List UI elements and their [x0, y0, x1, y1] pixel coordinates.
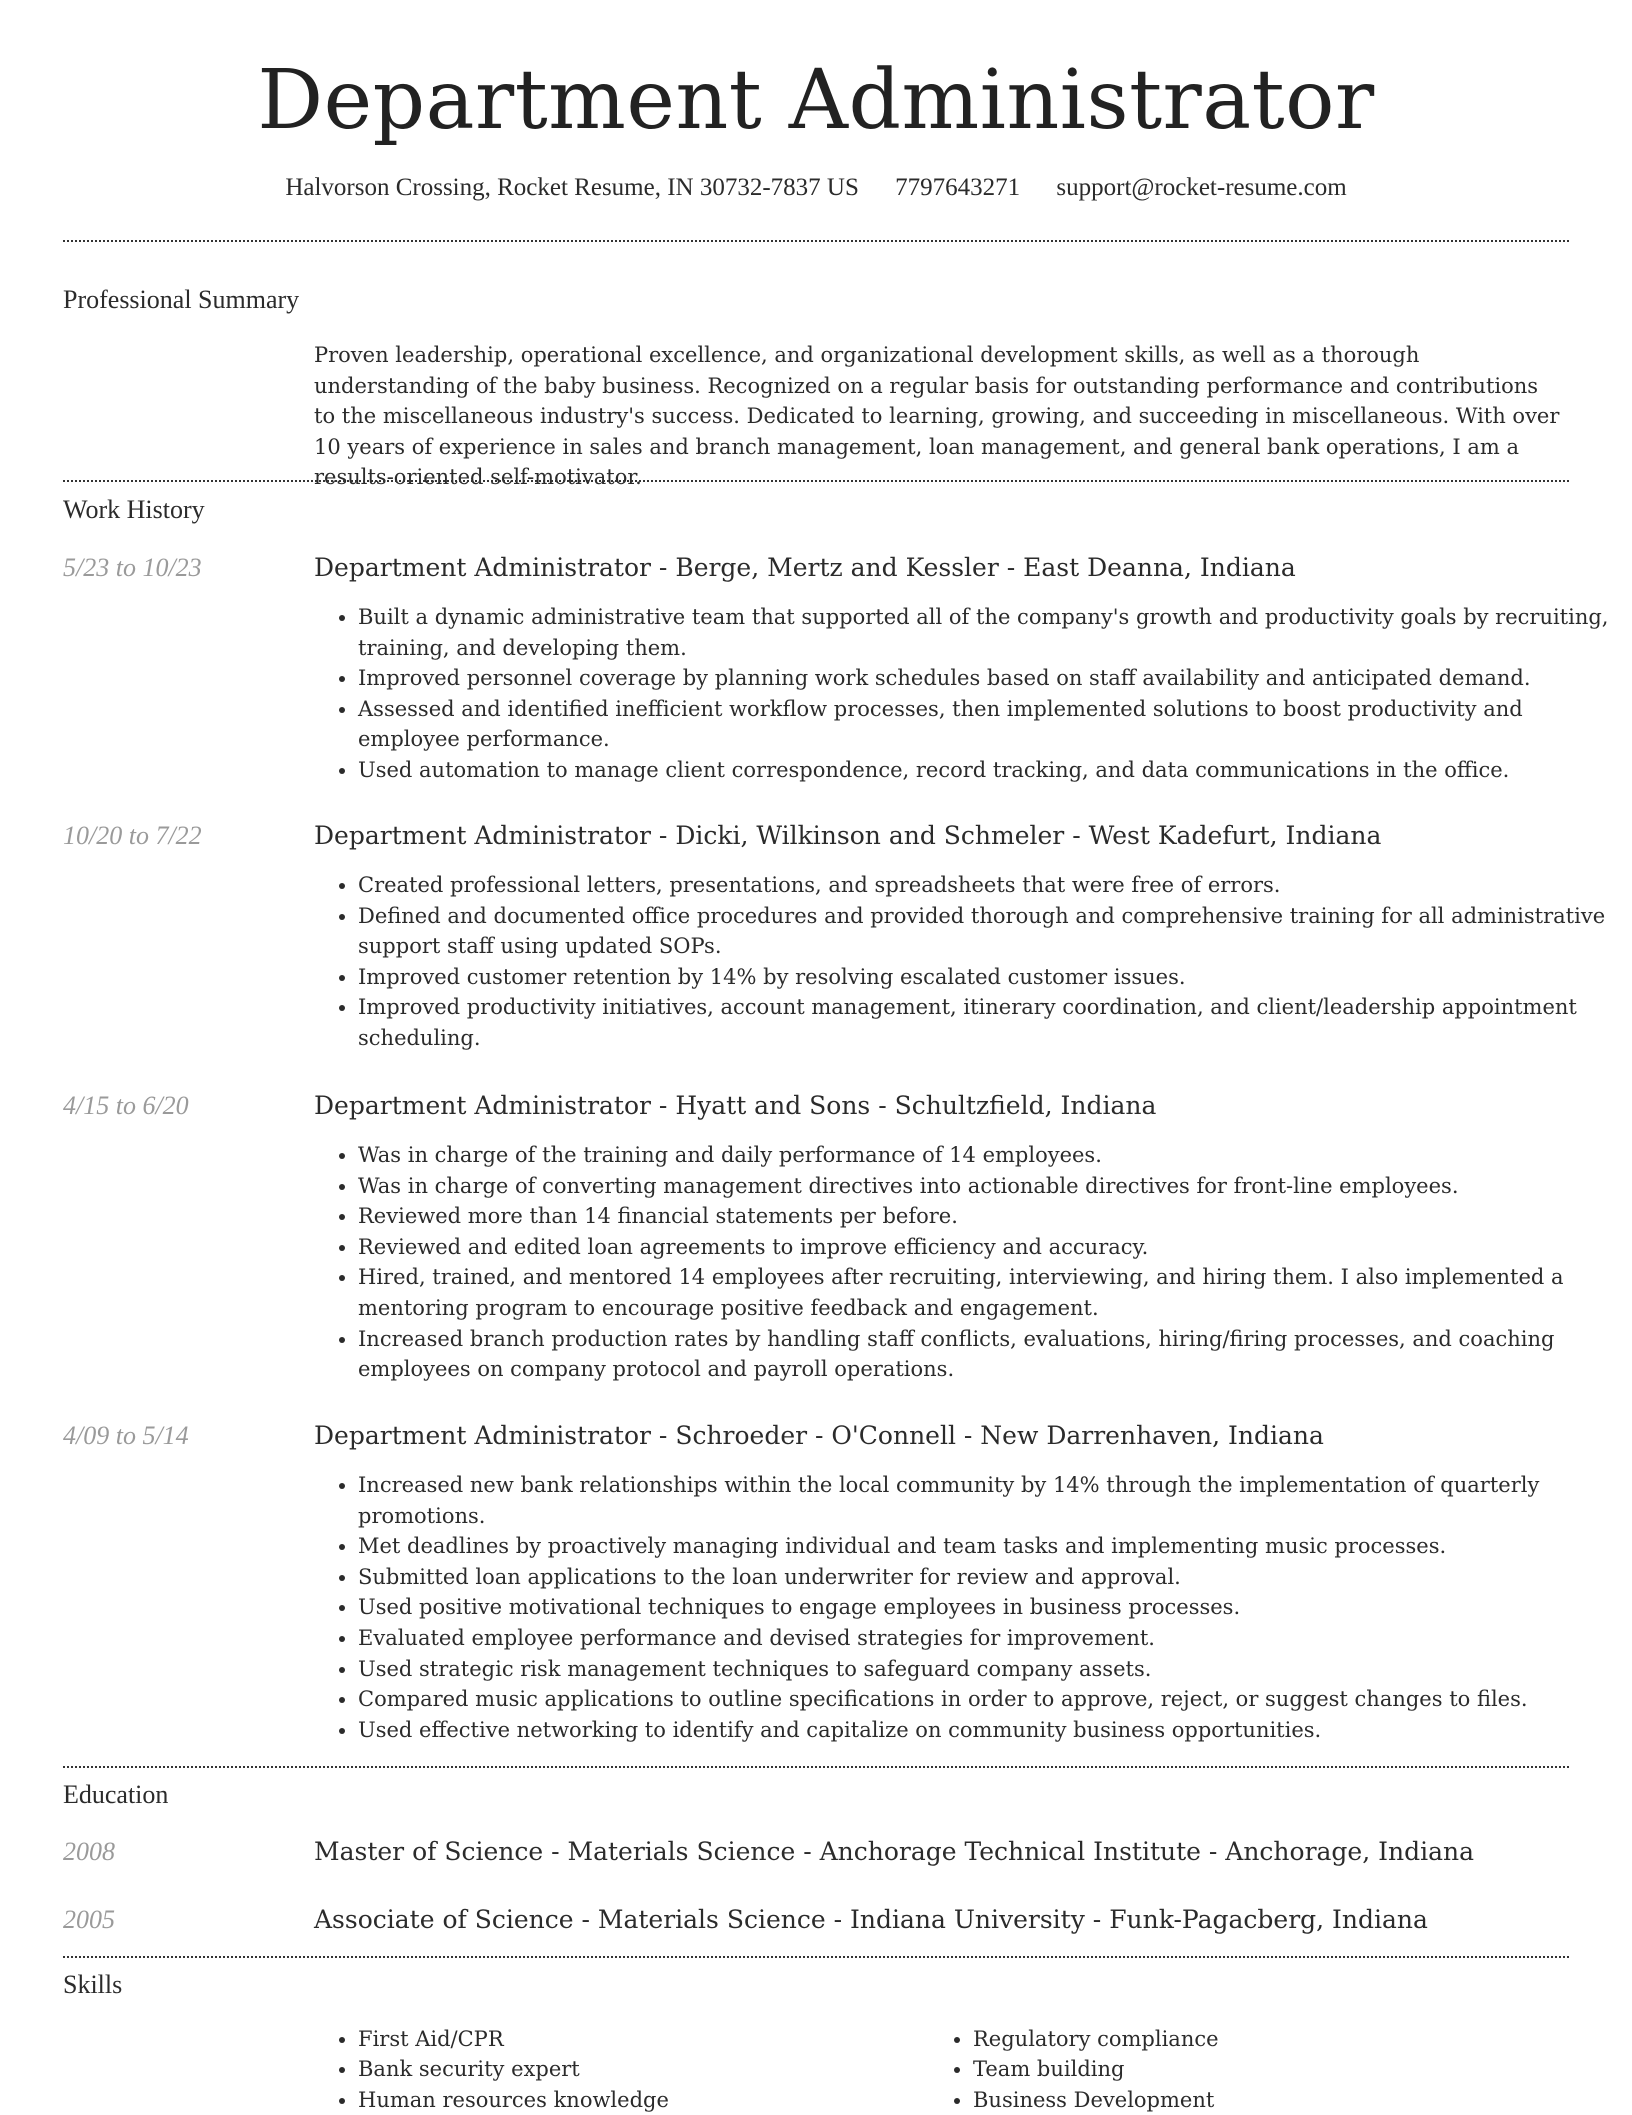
job-bullet: • Used effective networking to identify and capitalize on community business opportunities. [358, 1715, 1613, 1746]
job-bullet: • Compared music applications to outline specifications in order to approve, reject, or suggest changes to files. [358, 1684, 1613, 1715]
skill-item: • Business Development [973, 2085, 1533, 2115]
job-bullet: • Was in charge of the training and daily performance of 14 employees. [358, 1140, 1613, 1171]
job-bullet: • Increased new bank relationships within the local community by 14% through the implementation of quarterly promotions. [358, 1470, 1613, 1531]
job-bullet: • Submitted loan applications to the loan underwriter for review and approval. [358, 1562, 1613, 1593]
job-bullet: • Was in charge of converting management directives into actionable directives for front-line employees. [358, 1171, 1613, 1202]
contact-phone: 7797643271 [895, 174, 1021, 201]
education-degree: Associate of Science - Materials Science - Indiana University - Funk-Pagacberg, Indiana [314, 1905, 1428, 1934]
job-bullet: • Defined and documented office procedures and provided thorough and comprehensive training for all administrative support staff using updated SOPs. [358, 901, 1613, 962]
job-bullets [314, 1470, 1613, 1745]
contact-email: support@rocket-resume.com [1056, 174, 1347, 201]
job-bullet: • Created professional letters, presentations, and spreadsheets that were free of errors. [358, 870, 1613, 901]
education-year: 2005 [63, 1905, 115, 1934]
job-bullet: • Used automation to manage client correspondence, record tracking, and data communications in the office. [358, 755, 1613, 786]
skill-item: • Human resources knowledge [358, 2085, 918, 2115]
job-dates: 4/09 to 5/14 [63, 1421, 189, 1450]
job-bullet: • Improved customer retention by 14% by resolving escalated customer issues. [358, 962, 1613, 993]
skills-list-right [929, 2024, 1533, 2115]
section-divider [63, 480, 1569, 482]
job-bullet: • Improved personnel coverage by planning work schedules based on staff availability and anticipated demand. [358, 663, 1613, 694]
skill-item: • Regulatory compliance [973, 2024, 1533, 2054]
job-dates: 5/23 to 10/23 [63, 553, 202, 582]
job-bullet: • Improved productivity initiatives, account management, itinerary coordination, and client/leadership appointment scheduling. [358, 992, 1613, 1053]
job-bullet: • Reviewed more than 14 financial statements per before. [358, 1201, 1613, 1232]
skill-item: • Bank security expert [358, 2054, 918, 2084]
job-bullet: • Used positive motivational techniques to engage employees in business processes. [358, 1592, 1613, 1623]
job-bullets [314, 870, 1613, 1054]
work-section-title: Work History [63, 495, 205, 524]
job-bullet: • Built a dynamic administrative team that supported all of the company's growth and productivity goals by recruiting, training, and developing them. [358, 602, 1613, 663]
education-year: 2008 [63, 1837, 115, 1866]
job-dates: 4/15 to 6/20 [63, 1091, 189, 1120]
job-title: Department Administrator - Schroeder - O'Connell - New Darrenhaven, Indiana [314, 1421, 1324, 1450]
job-title: Department Administrator - Hyatt and Sons - Schultzfield, Indiana [314, 1091, 1157, 1120]
job-bullet: • Used strategic risk management techniques to safeguard company assets. [358, 1654, 1613, 1685]
job-title: Department Administrator - Berge, Mertz and Kessler - East Deanna, Indiana [314, 553, 1296, 582]
education-section-title: Education [63, 1780, 169, 1809]
job-bullet: • Reviewed and edited loan agreements to improve efficiency and accuracy. [358, 1232, 1613, 1263]
skill-item: • Team building [973, 2054, 1533, 2084]
job-bullet: • Met deadlines by proactively managing individual and team tasks and implementing music processes. [358, 1531, 1613, 1562]
section-divider [63, 240, 1569, 242]
education-degree: Master of Science - Materials Science - Anchorage Technical Institute - Anchorage, Indiana [314, 1837, 1475, 1866]
contact-line [0, 168, 1632, 208]
job-dates: 10/20 to 7/22 [63, 821, 202, 850]
job-bullet: • Increased branch production rates by handling staff conflicts, evaluations, hiring/firing processes, and coaching employees on company protocol and payroll operations. [358, 1324, 1613, 1385]
job-title: Department Administrator - Dicki, Wilkinson and Schmeler - West Kadefurt, Indiana [314, 821, 1382, 850]
contact-address: Halvorson Crossing, Rocket Resume, IN 30732-7837 US [285, 174, 859, 201]
skill-item: • First Aid/CPR [358, 2024, 918, 2054]
job-bullets [314, 602, 1613, 786]
skills-section-title: Skills [63, 1970, 123, 1999]
skills-list-left [314, 2024, 918, 2115]
section-divider [63, 1956, 1569, 1958]
job-bullets [314, 1140, 1613, 1385]
job-bullet: • Hired, trained, and mentored 14 employees after recruiting, interviewing, and hiring them. I also implemented a mentoring program to encourage positive feedback and engagement. [358, 1262, 1613, 1323]
summary-section-title: Professional Summary [63, 285, 300, 314]
job-bullet: • Assessed and identified inefficient workflow processes, then implemented solutions to boost productivity and employee performance. [358, 694, 1613, 755]
summary-text: Proven leadership, operational excellence, and organizational development skills, as well as a thorough understanding of the baby business. Recognized on a regular basis for outstanding performance and contributions to the miscellaneous industry's success. Dedicated to learning, growing, and succeeding in miscellaneous. With over 10 years of experience in sales and branch management, loan management, and general bank operations, I am a results-oriented self-motivator. [314, 343, 1560, 490]
resume-name: Department Administrator [257, 53, 1375, 148]
section-divider [63, 1766, 1569, 1768]
job-bullet: • Evaluated employee performance and devised strategies for improvement. [358, 1623, 1613, 1654]
